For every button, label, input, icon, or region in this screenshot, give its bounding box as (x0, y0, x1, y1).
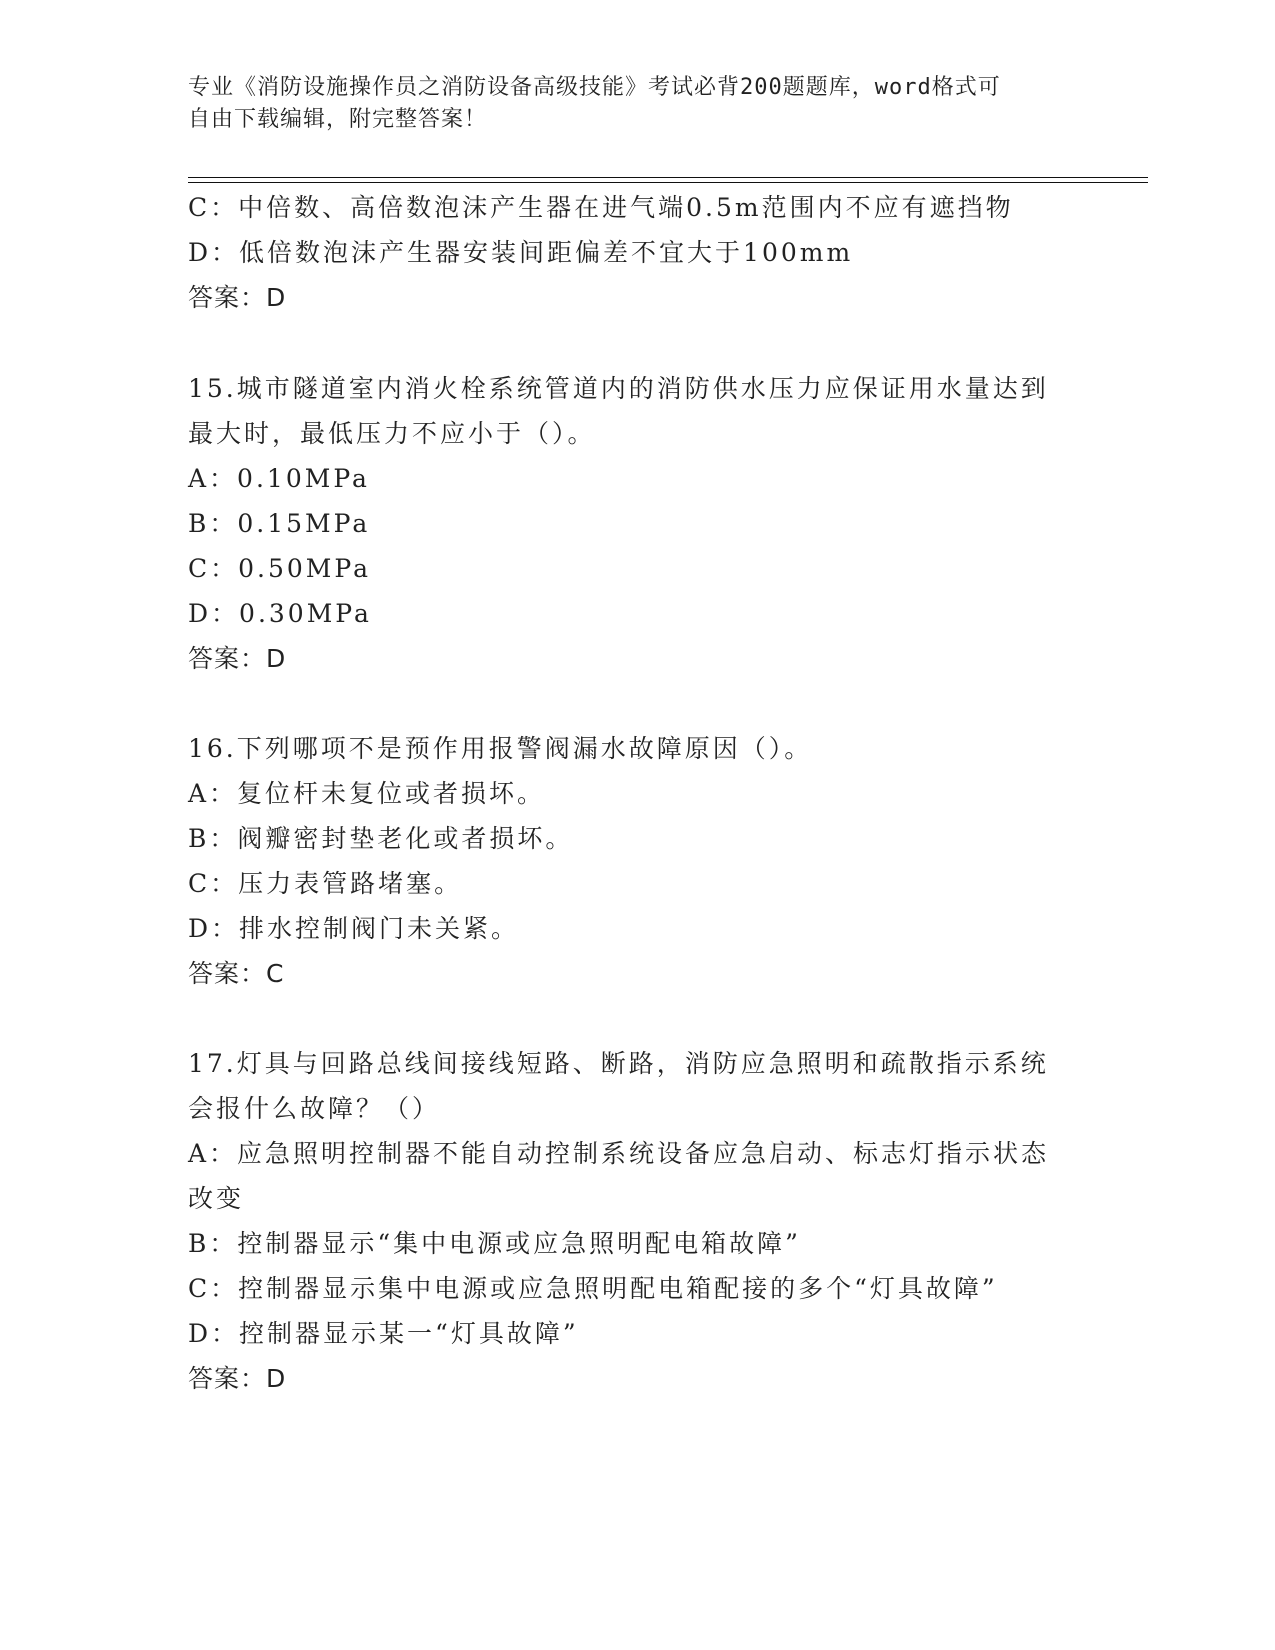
header-line-1: 专业《消防设施操作员之消防设备高级技能》考试必背200题题库，word格式可 (188, 75, 1001, 100)
q15-option-d: D：0.30MPa (188, 599, 372, 628)
q14-option-c: C：中倍数、高倍数泡沫产生器在进气端0.5m范围内不应有遮挡物 (188, 193, 1014, 222)
q17-option-c: C：控制器显示集中电源或应急照明配电箱配接的多个“灯具故障” (188, 1274, 998, 1303)
q17-option-b: B：控制器显示“集中电源或应急照明配电箱故障” (188, 1229, 801, 1258)
q17-option-a-line-2: 改变 (188, 1184, 245, 1213)
q17-stem-line-1: 17.灯具与回路总线间接线短路、断路，消防应急照明和疏散指示系统 (188, 1049, 1049, 1078)
q14-option-d: D：低倍数泡沫产生器安装间距偏差不宜大于100mm (188, 238, 854, 267)
document-header (188, 72, 1088, 136)
q16-option-d: D：排水控制阀门未关紧。 (188, 914, 520, 943)
q17-option-d: D：控制器显示某一“灯具故障” (188, 1319, 579, 1348)
q16-option-a: A：复位杆未复位或者损坏。 (188, 779, 546, 808)
q15-stem-line-1: 15.城市隧道室内消火栓系统管道内的消防供水压力应保证用水量达到 (188, 374, 1049, 403)
q15-option-c: C：0.50MPa (188, 554, 371, 583)
header-line-2: 自由下载编辑，附完整答案！ (188, 107, 488, 132)
q16-option-b: B：阀瓣密封垫老化或者损坏。 (188, 824, 574, 853)
q17-option-a-line-1: A：应急照明控制器不能自动控制系统设备应急启动、标志灯指示状态 (188, 1139, 1050, 1168)
header-divider-top (188, 177, 1148, 178)
q16-option-c: C：压力表管路堵塞。 (188, 869, 463, 898)
q16-stem: 16.下列哪项不是预作用报警阀漏水故障原因（）。 (188, 734, 813, 763)
q14-answer: 答案：D (188, 283, 287, 312)
q17-answer: 答案：D (188, 1364, 287, 1393)
q15-answer: 答案：D (188, 644, 287, 673)
q15-stem-line-2: 最大时，最低压力不应小于（）。 (188, 419, 596, 448)
header-divider-bottom (188, 182, 1148, 183)
q15-option-a: A：0.10MPa (188, 464, 370, 493)
q17-stem-line-2: 会报什么故障？（） (188, 1094, 441, 1123)
q15-option-b: B：0.15MPa (188, 509, 371, 538)
q16-answer: 答案：C (188, 959, 285, 988)
